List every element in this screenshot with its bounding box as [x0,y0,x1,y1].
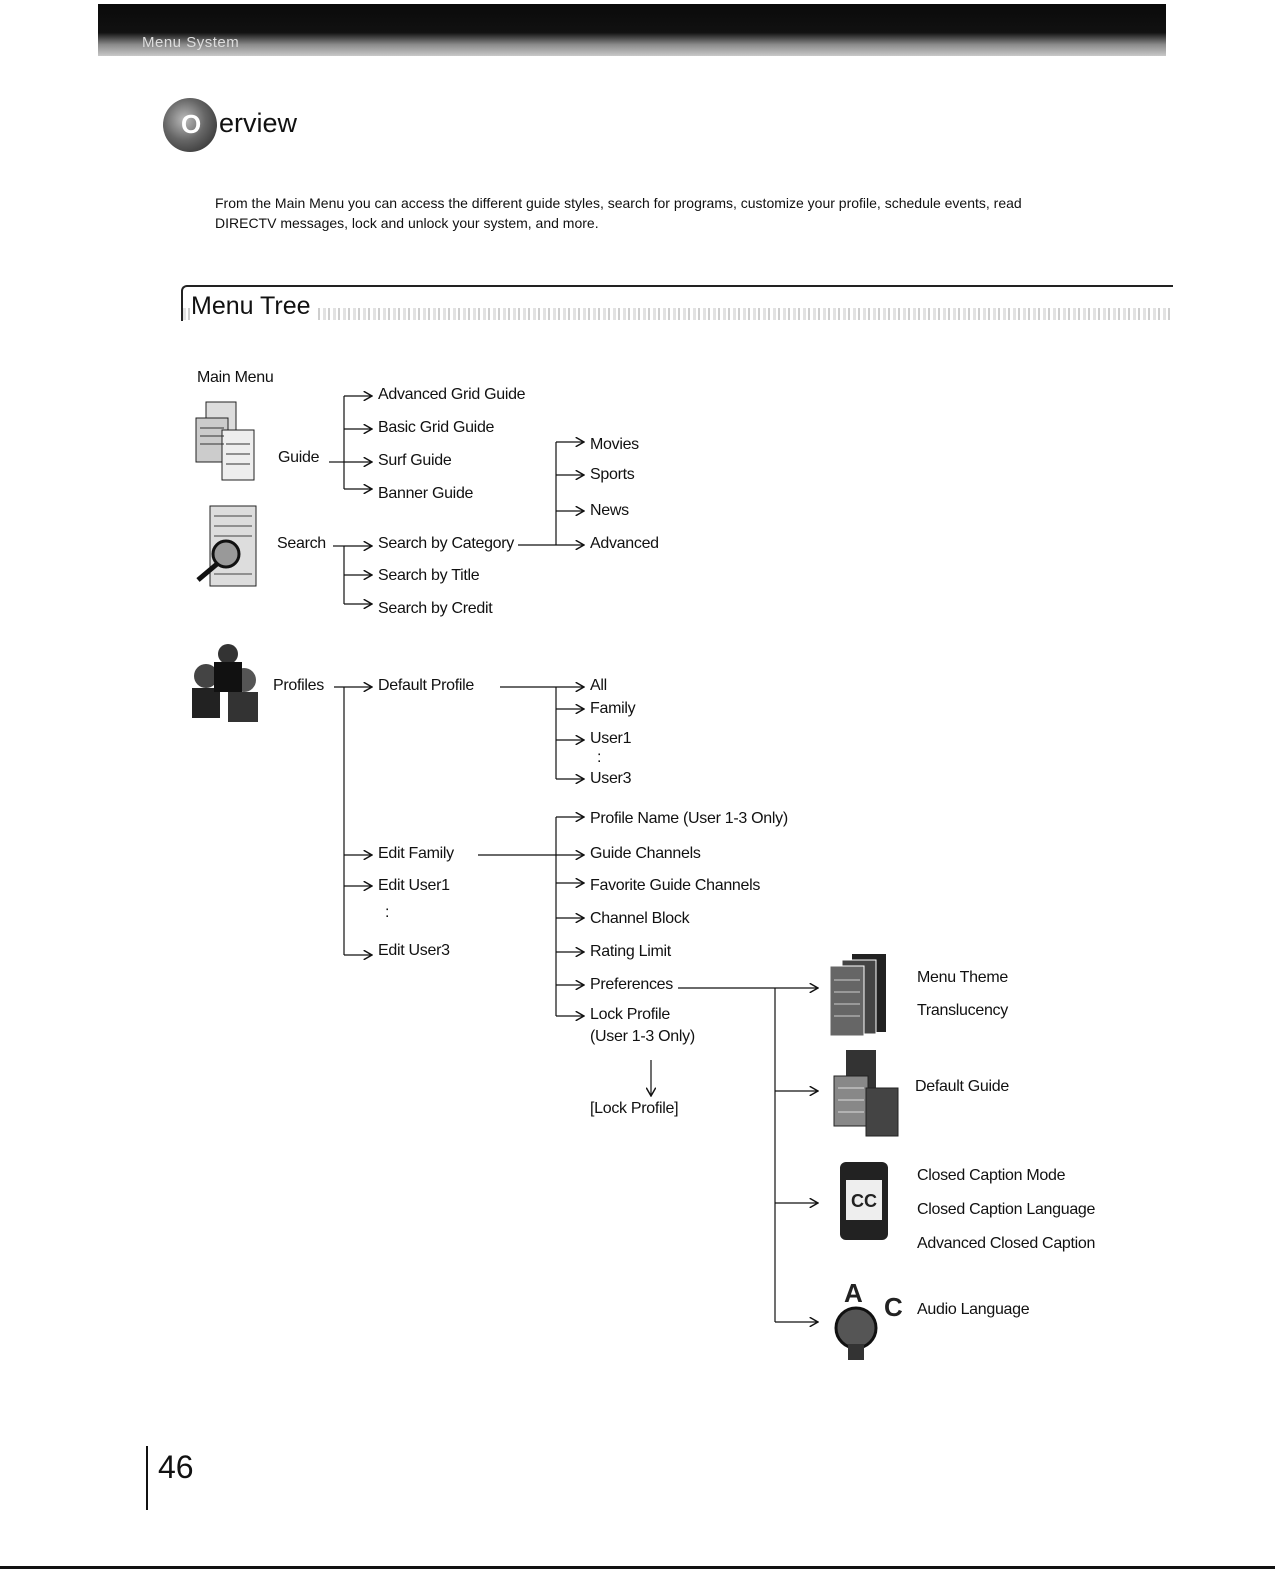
default-guide-icon [832,1048,902,1138]
guide-item: Surf Guide [378,452,452,469]
search-icon [192,504,264,590]
section-title: Menu System [142,34,240,51]
main-menu-label: Main Menu [197,369,274,386]
default-profile-option: Family [590,700,636,717]
default-profile-option: User1 [590,730,632,747]
guide-label: Guide [278,449,320,466]
page-number: 46 [158,1449,194,1485]
edit-option: Channel Block [590,910,690,927]
profiles-icon [186,640,266,726]
audio-language-icon [828,1272,906,1364]
profile-item: Edit User3 [378,942,450,959]
edit-option: Profile Name (User 1-3 Only) [590,810,788,827]
edit-option: Lock Profile [590,1006,670,1023]
menu-theme-icon [828,950,890,1040]
edit-option: (User 1-3 Only) [590,1028,695,1045]
preference-item: Default Guide [915,1078,1009,1095]
default-profile-option: All [590,677,607,694]
category-item: Advanced [590,535,659,552]
default-profile-option: : [597,749,602,766]
bottom-rule [0,1566,1275,1569]
preference-item: Closed Caption Language [917,1201,1096,1218]
preference-item: Advanced Closed Caption [917,1235,1096,1252]
profile-item: Default Profile [378,677,474,694]
profile-item: Edit User1 [378,877,450,894]
svg-text:A: A [844,1278,863,1308]
preference-item: Closed Caption Mode [917,1167,1066,1184]
preference-item: Translucency [917,1002,1008,1019]
lock-profile-result: [Lock Profile] [590,1100,679,1117]
profile-item: : [385,904,390,921]
page-number-rule [146,1446,148,1510]
profiles-label: Profiles [273,677,324,694]
search-item: Search by Title [378,567,480,584]
menu-tree-heading: Menu Tree [191,292,317,321]
svg-text:CC: CC [851,1191,877,1211]
overview-title: erview [219,108,298,138]
category-item: News [590,502,629,519]
guide-item: Basic Grid Guide [378,419,495,436]
profile-item: Edit Family [378,845,454,862]
search-item: Search by Category [378,535,515,552]
intro-paragraph: From the Main Menu you can access the different guide styles, search for programs, customize your profile, schedule events, read DIRECTV messages, lock and unlock your system, and more. [215,195,1022,231]
default-profile-option: User3 [590,770,632,787]
preference-item: Menu Theme [917,969,1008,986]
preference-item: Audio Language [917,1301,1030,1318]
category-item: Sports [590,466,635,483]
category-item: Movies [590,436,639,453]
search-label: Search [277,535,326,552]
guide-icon [192,400,264,490]
edit-option: Rating Limit [590,943,671,960]
edit-option: Preferences [590,976,673,993]
overview-initial: O [181,109,202,139]
edit-option: Guide Channels [590,845,701,862]
closed-caption-icon [836,1160,892,1246]
guide-item: Banner Guide [378,485,474,502]
search-item: Search by Credit [378,600,493,617]
svg-text:C: C [884,1292,903,1322]
edit-option: Favorite Guide Channels [590,877,761,894]
guide-item: Advanced Grid Guide [378,386,526,403]
